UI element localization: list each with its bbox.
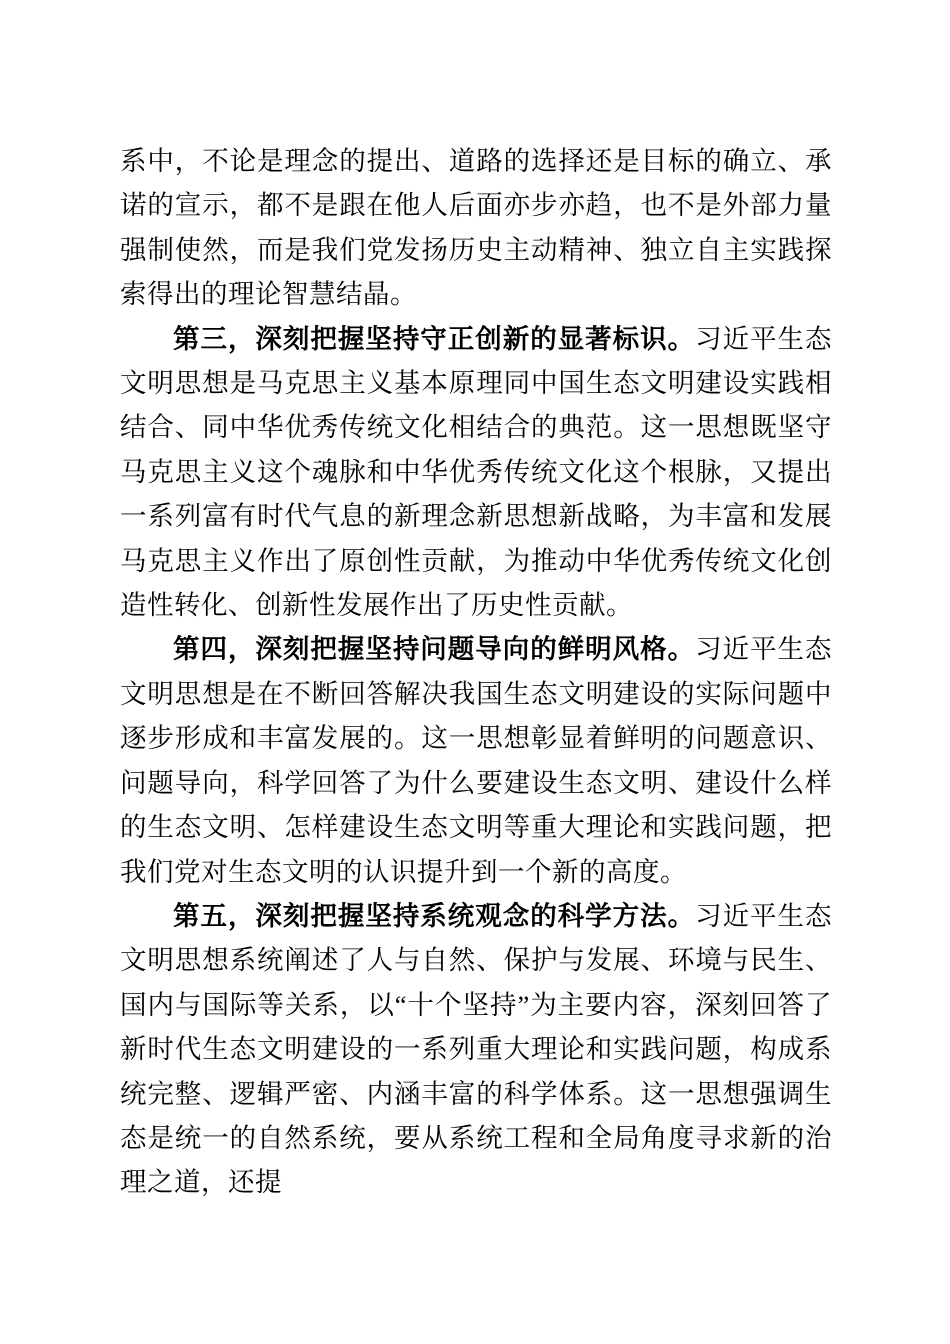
paragraph [120,317,832,628]
paragraph [120,627,832,893]
paragraph-lead: 第四，深刻把握坚持问题导向的鲜明风格。 [173,634,696,665]
paragraph-lead: 第五，深刻把握坚持系统观念的科学方法。 [173,900,696,931]
paragraph-lead: 第三，深刻把握坚持守正创新的显著标识。 [173,323,696,354]
paragraph-text: 系中，不论是理念的提出、道路的选择还是目标的确立、承诺的宣示，都不是跟在他人后面亦步亦趋，也不是外部力量强制使然，而是我们党发扬历史主动精神、独立自主实践探索得出的理论智慧结晶。 [120,146,832,310]
paragraph-text: 习近平生态文明思想是在不断回答解决我国生态文明建设的实际问题中逐步形成和丰富发展的。这一思想彰显着鲜明的问题意识、问题导向，科学回答了为什么要建设生态文明、建设什么样的生态文明、怎样建设生态文明等重大理论和实践问题，把我们党对生态文明的认识提升到一个新的高度。 [120,634,833,887]
paragraph-text: 习近平生态文明思想是马克思主义基本原理同中国生态文明建设实践相结合、同中华优秀传统文化相结合的典范。这一思想既坚守马克思主义这个魂脉和中华优秀传统文化这个根脉，又提出一系列富有时代气息的新理念新思想新战略，为丰富和发展马克思主义作出了原创性贡献，为推动中华优秀传统文化创造性转化、创新性发展作出了历史性贡献。 [120,323,833,621]
document-body [120,139,832,1205]
paragraph-text: 习近平生态文明思想系统阐述了人与自然、保护与发展、环境与民生、国内与国际等关系，以“十个坚持”为主要内容，深刻回答了新时代生态文明建设的一系列重大理论和实践问题，构成系统完整、逻辑严密、内涵丰富的科学体系。这一思想强调生态是统一的自然系统，要从系统工程和全局角度寻求新的治理之道，还提 [120,900,833,1198]
paragraph [120,139,832,317]
paragraph [120,894,832,1205]
